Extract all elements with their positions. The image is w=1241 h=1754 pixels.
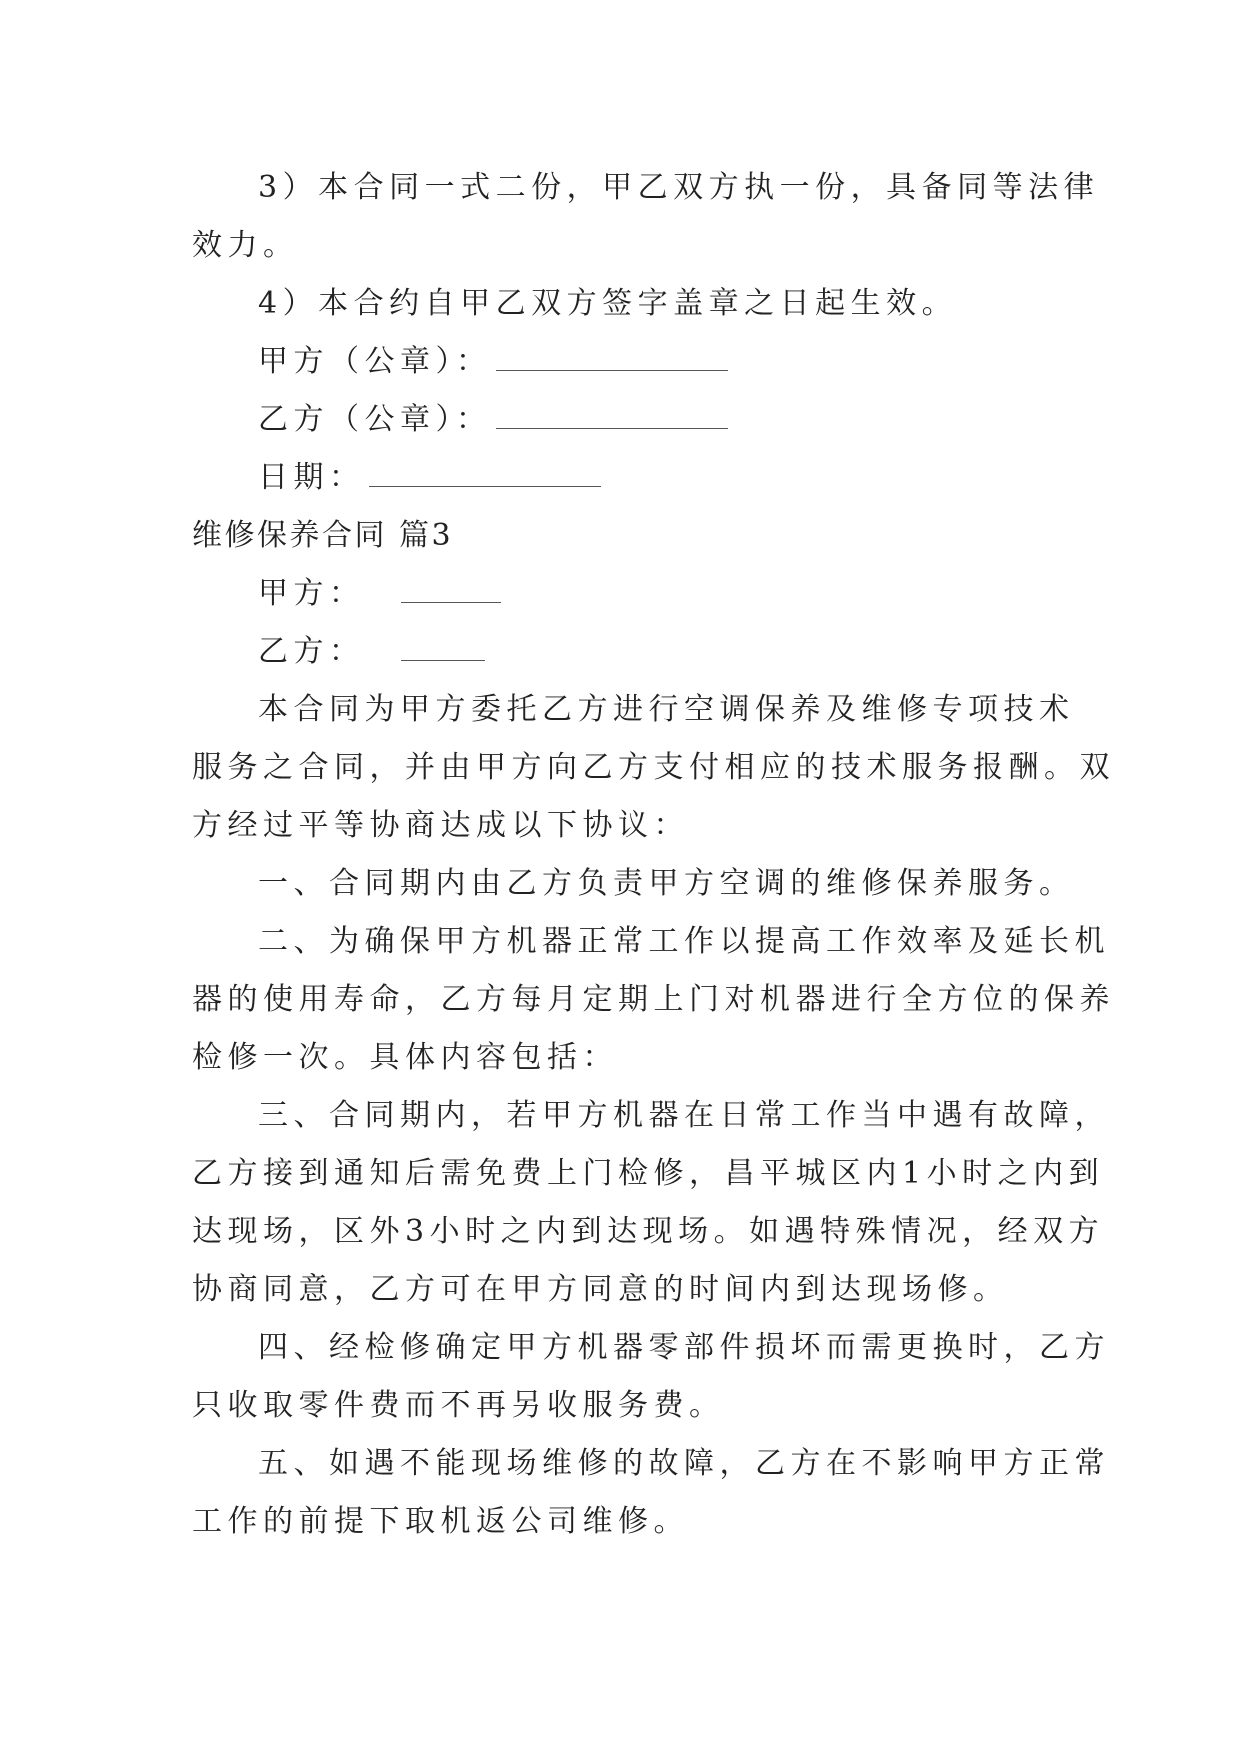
party-b-seal-blank xyxy=(496,402,728,429)
article-3-line-3 xyxy=(192,1212,1105,1252)
clause-3-line-1 xyxy=(258,168,1138,208)
text: 服务之合同，并由甲方向乙方支付相应的技术服务报酬。双 xyxy=(192,750,1115,785)
section-title: 维修保养合同 篇3 xyxy=(192,518,454,553)
intro-line-1 xyxy=(258,690,1138,730)
article-3-line-4 xyxy=(192,1270,1072,1310)
intro-line-3 xyxy=(192,806,1072,846)
text: 一、合同期内由乙方负责甲方空调的维修保养服务。 xyxy=(258,866,1075,901)
date-blank xyxy=(369,460,601,487)
text: 3）本合同一式二份，甲乙双方执一份，具备同等法律 xyxy=(258,170,1100,205)
party-b-seal-line xyxy=(258,400,1138,440)
party-b-blank xyxy=(401,634,485,661)
text: 乙方接到通知后需免费上门检修，昌平城区内1小时之内到 xyxy=(192,1156,1105,1191)
text: 三、合同期内，若甲方机器在日常工作当中遇有故障， xyxy=(258,1098,1110,1133)
text: 工作的前提下取机返公司维修。 xyxy=(192,1504,689,1539)
text: 器的使用寿命，乙方每月定期上门对机器进行全方位的保养 xyxy=(192,982,1115,1017)
text: 本合同为甲方委托乙方进行空调保养及维修专项技术 xyxy=(258,692,1075,727)
section-heading xyxy=(192,516,1072,556)
article-2-line-1 xyxy=(258,922,1138,962)
party-a-seal-label: 甲方（公章）： xyxy=(258,344,492,379)
article-4-line-2 xyxy=(192,1386,1072,1426)
article-4-line-1 xyxy=(258,1328,1138,1368)
text: 二、为确保甲方机器正常工作以提高工作效率及延长机 xyxy=(258,924,1110,959)
text: 检修一次。具体内容包括： xyxy=(192,1040,618,1075)
text: 效力。 xyxy=(192,228,299,263)
intro-line-2 xyxy=(192,748,1115,788)
text: 四、经检修确定甲方机器零部件损坏而需更换时，乙方 xyxy=(258,1330,1110,1365)
party-a-label: 甲方： xyxy=(258,576,365,611)
party-a-line xyxy=(258,574,1138,614)
party-a-seal-line xyxy=(258,342,1138,382)
text: 只收取零件费而不再另收服务费。 xyxy=(192,1388,725,1423)
text: 五、如遇不能现场维修的故障，乙方在不影响甲方正常 xyxy=(258,1446,1110,1481)
article-1-line xyxy=(258,864,1138,904)
party-b-seal-label: 乙方（公章）： xyxy=(258,402,492,437)
article-5-line-2 xyxy=(192,1502,1072,1542)
party-a-seal-blank xyxy=(496,344,728,371)
article-5-line-1 xyxy=(258,1444,1138,1484)
article-2-line-3 xyxy=(192,1038,1072,1078)
clause-4-line xyxy=(258,284,1138,324)
date-label: 日期： xyxy=(258,460,365,495)
text: 4）本合约自甲乙双方签字盖章之日起生效。 xyxy=(258,286,958,321)
party-b-label: 乙方： xyxy=(258,634,365,669)
party-b-line xyxy=(258,632,1138,672)
text: 协商同意，乙方可在甲方同意的时间内到达现场修。 xyxy=(192,1272,1009,1307)
article-3-line-1 xyxy=(258,1096,1138,1136)
article-3-line-2 xyxy=(192,1154,1105,1194)
clause-3-line-2 xyxy=(192,226,1072,266)
text: 达现场，区外3小时之内到达现场。如遇特殊情况，经双方 xyxy=(192,1214,1105,1249)
text: 方经过平等协商达成以下协议： xyxy=(192,808,689,843)
article-2-line-2 xyxy=(192,980,1115,1020)
party-a-blank xyxy=(401,576,501,603)
date-line xyxy=(258,458,1138,498)
